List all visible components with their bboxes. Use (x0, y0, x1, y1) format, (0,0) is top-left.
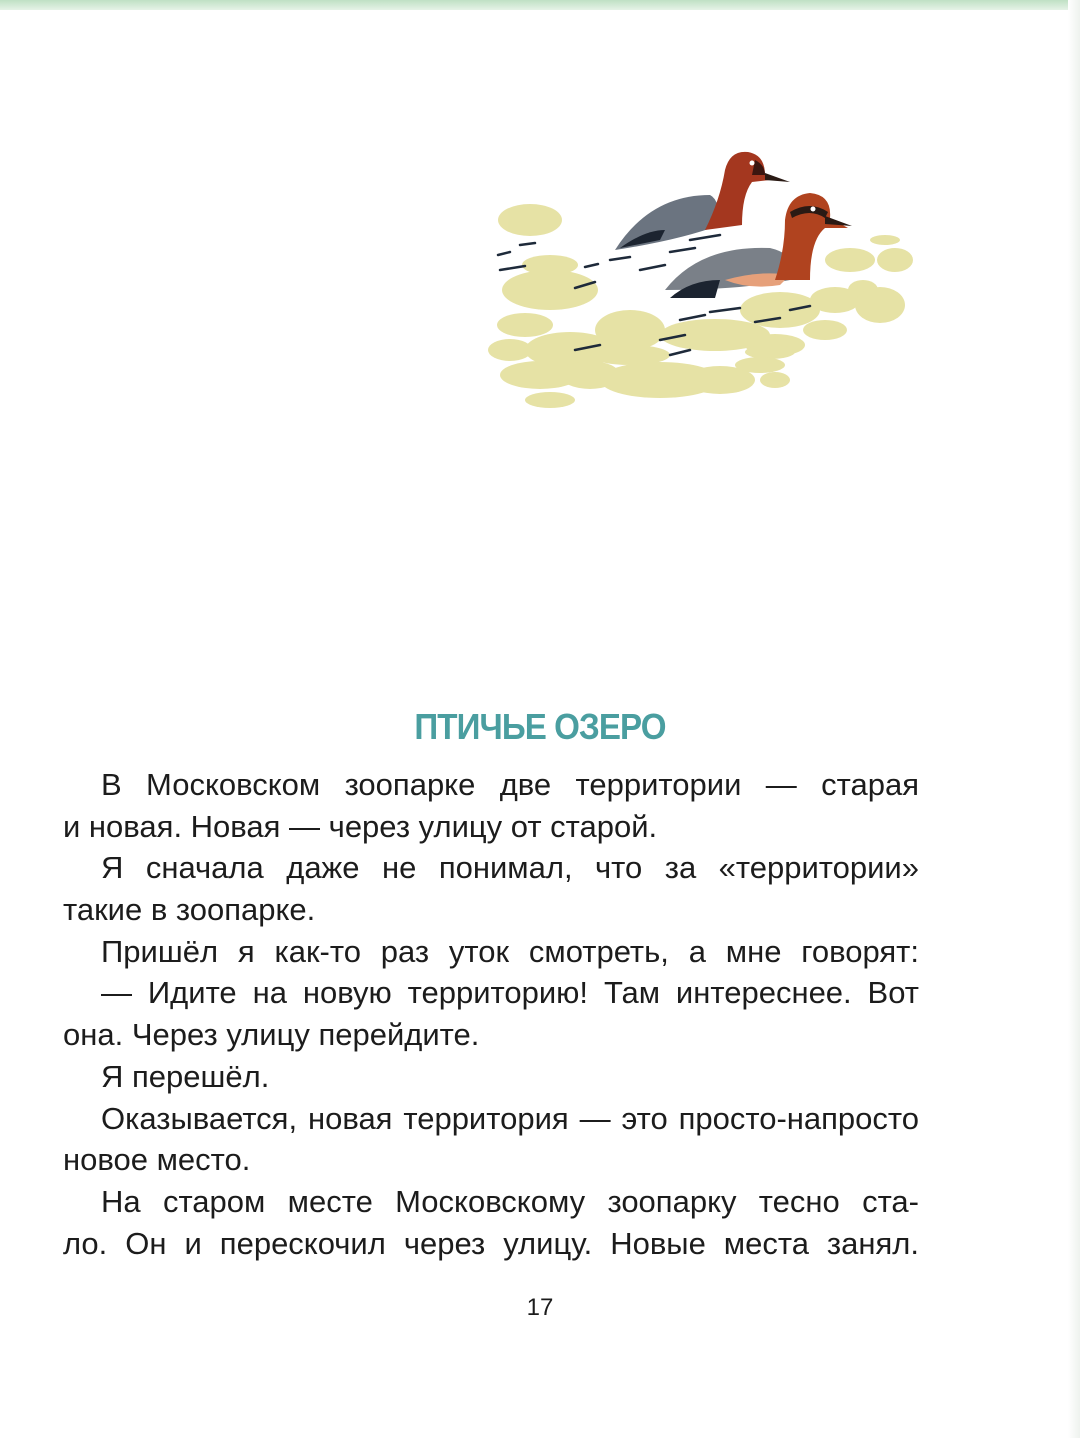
text-line: ло. Он и перескочил через улицу. Новые места занял. (63, 1225, 919, 1261)
text-line: — Идите на новую территорию! Там интереснее. Вот (101, 975, 919, 1011)
text-line: такие в зоопарке. (63, 892, 316, 928)
text-line: и новая. Новая — через улицу от старой. (63, 808, 658, 844)
duck-back (615, 152, 790, 250)
chapter-text (63, 764, 919, 1264)
text-line: Я перешёл. (101, 1058, 270, 1094)
page-right-edge (1068, 0, 1080, 1438)
text-line: Оказывается, новая территория — это просто-напросто (101, 1100, 919, 1136)
page-top-edge (0, 0, 1080, 10)
page-number: 17 (526, 1294, 554, 1321)
text-line: она. Через улицу перейдите. (63, 1017, 480, 1053)
text-line: Я сначала даже не понимал, что за «территории» (101, 850, 919, 886)
text-line: новое место. (63, 1142, 251, 1178)
ducks-illustration (480, 140, 920, 420)
water-patches (488, 204, 913, 408)
text-line: На старом месте Московскому зоопарку тесно ста- (101, 1183, 919, 1219)
chapter-title: ПТИЧЬЕ ОЗЕРО (414, 706, 666, 747)
text-line: В Московском зоопарке две территории — старая (101, 767, 919, 802)
text-line: Пришёл я как-то раз уток смотреть, а мне говорят: (101, 933, 919, 969)
